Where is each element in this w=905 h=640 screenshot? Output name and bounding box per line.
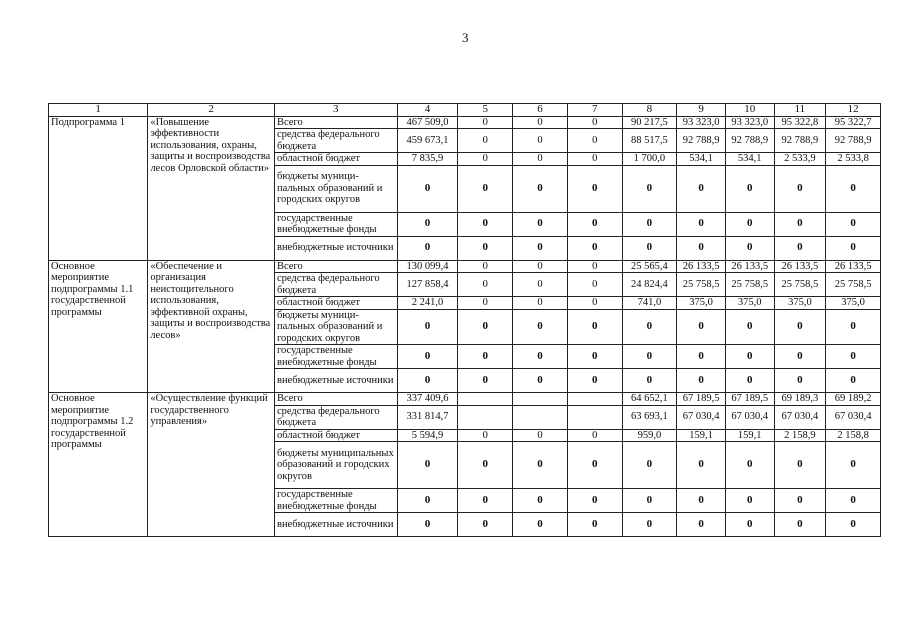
- value-cell: 0: [513, 309, 568, 345]
- value-cell: 25 758,5: [826, 273, 881, 297]
- value-cell: 0: [513, 153, 568, 166]
- value-cell: 0: [826, 309, 881, 345]
- header-cell: 9: [677, 104, 726, 117]
- header-cell: 6: [513, 104, 568, 117]
- value-cell: 63 693,1: [622, 405, 677, 429]
- value-cell: 0: [397, 309, 458, 345]
- funding-source-cell: средства федерального бюджета: [274, 273, 397, 297]
- value-cell: [513, 405, 568, 429]
- table-row: [49, 260, 881, 273]
- value-cell: 0: [622, 345, 677, 369]
- value-cell: 0: [677, 369, 726, 393]
- value-cell: 0: [513, 297, 568, 310]
- value-cell: 90 217,5: [622, 116, 677, 129]
- value-cell: 0: [458, 345, 513, 369]
- value-cell: 0: [774, 165, 826, 212]
- value-cell: 127 858,4: [397, 273, 458, 297]
- value-cell: 92 788,9: [677, 129, 726, 153]
- value-cell: 0: [725, 309, 774, 345]
- value-cell: 0: [826, 442, 881, 489]
- value-cell: [567, 405, 622, 429]
- value-cell: 0: [397, 369, 458, 393]
- value-cell: 0: [567, 236, 622, 260]
- value-cell: 0: [397, 442, 458, 489]
- value-cell: 0: [458, 236, 513, 260]
- value-cell: 0: [677, 489, 726, 513]
- value-cell: 67 030,4: [725, 405, 774, 429]
- value-cell: 24 824,4: [622, 273, 677, 297]
- value-cell: 0: [513, 129, 568, 153]
- value-cell: 0: [397, 212, 458, 236]
- value-cell: 0: [725, 345, 774, 369]
- header-cell: 3: [274, 104, 397, 117]
- value-cell: 0: [513, 273, 568, 297]
- value-cell: 0: [774, 212, 826, 236]
- funding-source-cell: внебюджетные источники: [274, 236, 397, 260]
- value-cell: 0: [826, 345, 881, 369]
- value-cell: 2 533,8: [826, 153, 881, 166]
- value-cell: 25 758,5: [677, 273, 726, 297]
- value-cell: 0: [458, 116, 513, 129]
- program-name-cell: Основное мероприятие подпрограммы 1.2 государственной программы: [49, 393, 148, 537]
- value-cell: 67 030,4: [774, 405, 826, 429]
- budget-table: [48, 103, 881, 537]
- funding-source-cell: бюджеты муниципальных образований и городских округов: [274, 442, 397, 489]
- value-cell: 88 517,5: [622, 129, 677, 153]
- value-cell: 0: [567, 165, 622, 212]
- header-cell: 5: [458, 104, 513, 117]
- funding-source-cell: внебюджетные источники: [274, 513, 397, 537]
- header-cell: 11: [774, 104, 826, 117]
- value-cell: 67 030,4: [826, 405, 881, 429]
- value-cell: 0: [458, 489, 513, 513]
- value-cell: 159,1: [725, 429, 774, 442]
- value-cell: 0: [725, 489, 774, 513]
- value-cell: 67 030,4: [677, 405, 726, 429]
- value-cell: 0: [513, 513, 568, 537]
- value-cell: 0: [677, 212, 726, 236]
- value-cell: 0: [774, 369, 826, 393]
- value-cell: 0: [725, 165, 774, 212]
- value-cell: 375,0: [725, 297, 774, 310]
- value-cell: 0: [513, 236, 568, 260]
- program-description-cell: «Осуществление функций государственного управления»: [148, 393, 275, 537]
- header-cell: 10: [725, 104, 774, 117]
- funding-source-cell: областной бюджет: [274, 297, 397, 310]
- value-cell: 0: [622, 236, 677, 260]
- value-cell: 0: [567, 513, 622, 537]
- value-cell: 93 323,0: [677, 116, 726, 129]
- value-cell: 0: [567, 273, 622, 297]
- value-cell: 95 322,8: [774, 116, 826, 129]
- value-cell: 0: [458, 442, 513, 489]
- value-cell: 2 533,9: [774, 153, 826, 166]
- header-cell: 1: [49, 104, 148, 117]
- value-cell: 0: [622, 309, 677, 345]
- value-cell: 0: [725, 513, 774, 537]
- value-cell: 741,0: [622, 297, 677, 310]
- value-cell: 0: [567, 489, 622, 513]
- header-row: [49, 104, 881, 117]
- value-cell: 0: [677, 236, 726, 260]
- value-cell: 0: [826, 165, 881, 212]
- value-cell: 0: [725, 212, 774, 236]
- value-cell: 0: [513, 212, 568, 236]
- value-cell: 0: [826, 369, 881, 393]
- value-cell: 0: [397, 165, 458, 212]
- value-cell: 0: [567, 442, 622, 489]
- value-cell: 0: [513, 116, 568, 129]
- program-name-cell: Основное мероприятие подпрограммы 1.1 государственной программы: [49, 260, 148, 393]
- value-cell: 0: [677, 345, 726, 369]
- value-cell: 375,0: [774, 297, 826, 310]
- value-cell: 5 594,9: [397, 429, 458, 442]
- funding-source-cell: Всего: [274, 393, 397, 406]
- value-cell: 26 133,5: [774, 260, 826, 273]
- value-cell: 92 788,9: [725, 129, 774, 153]
- value-cell: 0: [622, 212, 677, 236]
- header-cell: 2: [148, 104, 275, 117]
- value-cell: 0: [458, 513, 513, 537]
- value-cell: 534,1: [677, 153, 726, 166]
- value-cell: 69 189,2: [826, 393, 881, 406]
- value-cell: 92 788,9: [826, 129, 881, 153]
- value-cell: 92 788,9: [774, 129, 826, 153]
- value-cell: [458, 393, 513, 406]
- header-cell: 12: [826, 104, 881, 117]
- value-cell: 0: [567, 212, 622, 236]
- value-cell: 2 158,8: [826, 429, 881, 442]
- funding-source-cell: средства федерального бюджета: [274, 129, 397, 153]
- value-cell: 25 758,5: [725, 273, 774, 297]
- value-cell: 25 758,5: [774, 273, 826, 297]
- funding-source-cell: бюджеты муници-пальных образований и городских округов: [274, 309, 397, 345]
- value-cell: 0: [567, 309, 622, 345]
- value-cell: 26 133,5: [725, 260, 774, 273]
- value-cell: 0: [458, 212, 513, 236]
- value-cell: 0: [622, 369, 677, 393]
- value-cell: 0: [622, 489, 677, 513]
- value-cell: 67 189,5: [677, 393, 726, 406]
- value-cell: 0: [513, 442, 568, 489]
- value-cell: 0: [567, 345, 622, 369]
- value-cell: 0: [622, 442, 677, 489]
- value-cell: 93 323,0: [725, 116, 774, 129]
- value-cell: 0: [567, 153, 622, 166]
- value-cell: 0: [622, 165, 677, 212]
- funding-source-cell: внебюджетные источники: [274, 369, 397, 393]
- value-cell: 0: [567, 297, 622, 310]
- value-cell: 331 814,7: [397, 405, 458, 429]
- value-cell: 0: [397, 489, 458, 513]
- value-cell: 26 133,5: [677, 260, 726, 273]
- value-cell: 0: [725, 236, 774, 260]
- value-cell: 0: [513, 489, 568, 513]
- value-cell: 337 409,6: [397, 393, 458, 406]
- funding-source-cell: Всего: [274, 116, 397, 129]
- value-cell: 0: [513, 260, 568, 273]
- value-cell: 467 509,0: [397, 116, 458, 129]
- value-cell: 64 652,1: [622, 393, 677, 406]
- table-row: [49, 116, 881, 129]
- value-cell: 67 189,5: [725, 393, 774, 406]
- value-cell: 130 099,4: [397, 260, 458, 273]
- value-cell: 0: [677, 165, 726, 212]
- value-cell: 0: [826, 489, 881, 513]
- value-cell: 534,1: [725, 153, 774, 166]
- value-cell: 0: [774, 345, 826, 369]
- value-cell: 2 241,0: [397, 297, 458, 310]
- value-cell: 0: [774, 309, 826, 345]
- value-cell: 0: [725, 369, 774, 393]
- page-number: 3: [462, 30, 469, 45]
- program-name-cell: Подпрограмма 1: [49, 116, 148, 260]
- value-cell: [513, 393, 568, 406]
- value-cell: 0: [677, 309, 726, 345]
- value-cell: 26 133,5: [826, 260, 881, 273]
- value-cell: 459 673,1: [397, 129, 458, 153]
- value-cell: 1 700,0: [622, 153, 677, 166]
- value-cell: 375,0: [677, 297, 726, 310]
- value-cell: 0: [458, 429, 513, 442]
- program-description-cell: «Повышение эффективности использования, охраны, защиты и воспроизводства лесов Орловской области»: [148, 116, 275, 260]
- value-cell: 0: [458, 165, 513, 212]
- value-cell: 0: [677, 442, 726, 489]
- value-cell: 0: [458, 297, 513, 310]
- value-cell: 375,0: [826, 297, 881, 310]
- value-cell: 0: [774, 513, 826, 537]
- funding-source-cell: бюджеты муници-пальных образований и городских округов: [274, 165, 397, 212]
- value-cell: 0: [458, 309, 513, 345]
- value-cell: 0: [513, 429, 568, 442]
- value-cell: 0: [397, 345, 458, 369]
- header-cell: 4: [397, 104, 458, 117]
- value-cell: 0: [677, 513, 726, 537]
- funding-source-cell: областной бюджет: [274, 153, 397, 166]
- value-cell: 0: [458, 260, 513, 273]
- value-cell: 0: [513, 369, 568, 393]
- value-cell: 0: [567, 369, 622, 393]
- header-cell: 7: [567, 104, 622, 117]
- program-description-cell: «Обеспечение и организация неистощительного использования, эффективной охраны, защиты и воспроизводства лесов»: [148, 260, 275, 393]
- funding-source-cell: государственные внебюджетные фонды: [274, 489, 397, 513]
- value-cell: [567, 393, 622, 406]
- value-cell: 0: [458, 369, 513, 393]
- header-cell: 8: [622, 104, 677, 117]
- value-cell: 0: [826, 236, 881, 260]
- value-cell: 0: [458, 129, 513, 153]
- value-cell: 0: [725, 442, 774, 489]
- value-cell: 2 158,9: [774, 429, 826, 442]
- value-cell: 0: [826, 513, 881, 537]
- table-row: [49, 393, 881, 406]
- value-cell: 0: [774, 442, 826, 489]
- value-cell: 0: [458, 273, 513, 297]
- value-cell: 69 189,3: [774, 393, 826, 406]
- value-cell: 95 322,7: [826, 116, 881, 129]
- value-cell: 159,1: [677, 429, 726, 442]
- value-cell: 0: [513, 345, 568, 369]
- value-cell: 0: [397, 236, 458, 260]
- value-cell: 959,0: [622, 429, 677, 442]
- value-cell: 0: [513, 165, 568, 212]
- value-cell: 0: [567, 429, 622, 442]
- value-cell: 25 565,4: [622, 260, 677, 273]
- value-cell: [458, 405, 513, 429]
- value-cell: 0: [774, 236, 826, 260]
- funding-source-cell: государственные внебюджетные фонды: [274, 212, 397, 236]
- funding-source-cell: средства федерального бюджета: [274, 405, 397, 429]
- funding-source-cell: Всего: [274, 260, 397, 273]
- value-cell: 0: [774, 489, 826, 513]
- value-cell: 0: [458, 153, 513, 166]
- value-cell: 0: [567, 129, 622, 153]
- value-cell: 0: [826, 212, 881, 236]
- value-cell: 0: [567, 116, 622, 129]
- value-cell: 7 835,9: [397, 153, 458, 166]
- funding-source-cell: областной бюджет: [274, 429, 397, 442]
- value-cell: 0: [622, 513, 677, 537]
- value-cell: 0: [567, 260, 622, 273]
- value-cell: 0: [397, 513, 458, 537]
- funding-source-cell: государственные внебюджетные фонды: [274, 345, 397, 369]
